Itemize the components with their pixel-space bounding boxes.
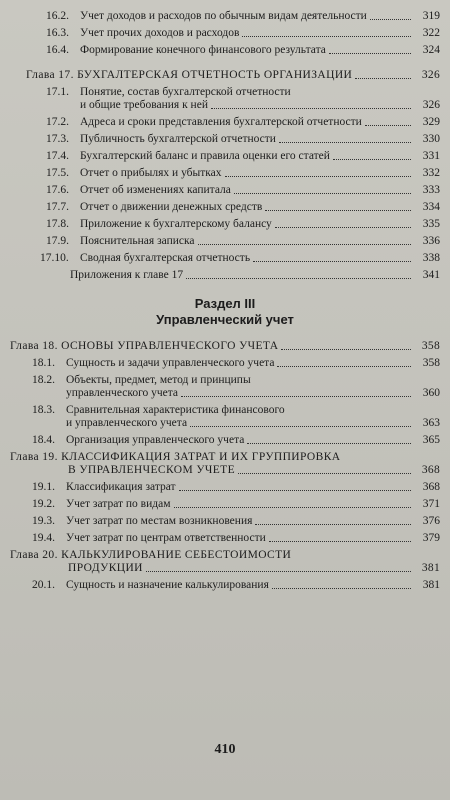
leader-dots (277, 366, 411, 367)
toc-entry (10, 167, 440, 180)
leader-dots (279, 142, 411, 143)
toc-entry (10, 10, 440, 23)
entry-number: 16.3. (46, 27, 69, 39)
toc-entry (10, 235, 440, 248)
toc-entry (10, 374, 440, 400)
entry-page: 358 (422, 357, 440, 369)
table-of-contents (10, 10, 440, 592)
entry-number: 17.7. (46, 201, 69, 213)
leader-dots (211, 108, 411, 109)
leader-dots (174, 507, 412, 508)
leader-dots (186, 278, 411, 279)
entry-page: 360 (422, 387, 440, 399)
entry-number: 19.4. (32, 532, 55, 544)
entry-page: 368 (422, 481, 440, 493)
section-title: Управленческий учет (156, 312, 294, 327)
chapter-title-continued: В УПРАВЛЕНЧЕСКОМ УЧЕТЕ (68, 464, 236, 476)
section-label: Раздел III (194, 296, 256, 311)
leader-dots (329, 53, 411, 54)
chapter-heading (10, 451, 440, 477)
chapter-page: 381 (421, 562, 440, 574)
chapter-title: Глава 18. ОСНОВЫ УПРАВЛЕНЧЕСКОГО УЧЕТА (10, 340, 279, 352)
entry-title: Учет прочих доходов и расходов (80, 27, 240, 39)
leader-dots (238, 473, 411, 474)
entry-page: 365 (422, 434, 440, 446)
leader-dots (255, 524, 411, 525)
entry-page: 319 (422, 10, 440, 22)
leader-dots (253, 261, 411, 262)
entry-number: 16.4. (46, 44, 69, 56)
entry-number: 17.4. (46, 150, 69, 162)
entry-number: 17.1. (46, 86, 69, 98)
entry-page: 371 (422, 498, 440, 510)
entry-title: Сущность и задачи управленческого учета (66, 357, 275, 369)
entry-title: Учет доходов и расходов по обычным видам деятельности (80, 10, 367, 22)
chapter-title: Глава 19. КЛАССИФИКАЦИЯ ЗАТРАТ И ИХ ГРУППИРОВКА (10, 451, 341, 463)
leader-dots (265, 210, 411, 211)
chapter-title-continued: ПРОДУКЦИИ (68, 562, 143, 574)
entry-title-continued: и управленческого учета (66, 417, 188, 429)
entry-page: 332 (422, 167, 440, 179)
chapter-heading (10, 69, 440, 82)
entry-title: Отчет о движении денежных средств (80, 201, 263, 213)
entry-title-continued: и общие требования к ней (80, 99, 208, 111)
page-number: 410 (214, 742, 236, 757)
leader-dots (181, 396, 411, 397)
entry-title: Публичность бухгалтерской отчетности (80, 133, 276, 145)
entry-title: Учет затрат по местам возникновения (66, 515, 253, 527)
entry-number: 19.3. (32, 515, 55, 527)
leader-dots (355, 78, 411, 79)
toc-entry (10, 404, 440, 430)
entry-page: 335 (422, 218, 440, 230)
entry-page: 338 (422, 252, 440, 264)
toc-entry (10, 269, 440, 282)
leader-dots (365, 125, 411, 126)
toc-entry (10, 86, 440, 112)
entry-page: 330 (422, 133, 440, 145)
chapter-title: Глава 17. БУХГАЛТЕРСКАЯ ОТЧЕТНОСТЬ ОРГАНИЗАЦИИ (26, 69, 353, 81)
chapter-page: 326 (421, 69, 440, 81)
toc-entry (10, 150, 440, 163)
entry-number: 20.1. (32, 579, 55, 591)
entry-title: Пояснительная записка (80, 235, 195, 247)
entry-page: 334 (422, 201, 440, 213)
entry-page: 331 (422, 150, 440, 162)
entry-page: 381 (422, 579, 440, 591)
entry-title: Учет затрат по видам (66, 498, 171, 510)
leader-dots (281, 349, 411, 350)
entry-page: 329 (422, 116, 440, 128)
entry-title: Классификация затрат (66, 481, 176, 493)
entry-page: 336 (422, 235, 440, 247)
entry-title: Отчет о прибылях и убытках (80, 167, 222, 179)
entry-title: Организация управленческого учета (66, 434, 245, 446)
entry-number: 18.2. (32, 374, 55, 386)
entry-title: Формирование конечного финансового результата (80, 44, 326, 56)
chapter-heading (10, 340, 440, 353)
toc-entry (10, 357, 440, 370)
entry-title: Бухгалтерский баланс и правила оценки его статей (80, 150, 330, 162)
entry-number: 18.3. (32, 404, 55, 416)
toc-entry (10, 116, 440, 129)
entry-page: 363 (422, 417, 440, 429)
leader-dots (272, 588, 411, 589)
entry-number: 18.4. (32, 434, 55, 446)
entry-page: 379 (422, 532, 440, 544)
toc-entry (10, 252, 440, 265)
entry-number: 17.5. (46, 167, 69, 179)
chapter-title: Глава 20. КАЛЬКУЛИРОВАНИЕ СЕБЕСТОИМОСТИ (10, 549, 292, 561)
entry-page: 333 (422, 184, 440, 196)
entry-number: 17.6. (46, 184, 69, 196)
entry-number: 17.10. (40, 252, 69, 264)
entry-title: Сравнительная характеристика финансового (66, 404, 285, 416)
leader-dots (370, 19, 411, 20)
entry-title: Отчет об изменениях капитала (80, 184, 231, 196)
section-heading (10, 296, 440, 328)
entry-number: 19.2. (32, 498, 55, 510)
entry-title: Адреса и сроки представления бухгалтерской отчетности (80, 116, 362, 128)
entry-title-continued: управленческого учета (66, 387, 179, 399)
toc-entry (10, 201, 440, 214)
toc-entry (10, 579, 440, 592)
toc-entry (10, 27, 440, 40)
entry-title: Понятие, состав бухгалтерской отчетности (80, 86, 291, 98)
toc-entry (10, 481, 440, 494)
leader-dots (275, 227, 411, 228)
leader-dots (179, 490, 411, 491)
leader-dots (247, 443, 411, 444)
toc-entry (10, 434, 440, 447)
entry-title: Объекты, предмет, метод и принципы (66, 374, 251, 386)
entry-page: 324 (422, 44, 440, 56)
chapter-heading (10, 549, 440, 575)
entry-title: Сводная бухгалтерская отчетность (80, 252, 251, 264)
toc-entry (10, 133, 440, 146)
entry-number: 16.2. (46, 10, 69, 22)
entry-title: Учет затрат по центрам ответственности (66, 532, 266, 544)
entry-page: 341 (422, 269, 440, 281)
entry-title: Приложение к бухгалтерскому балансу (80, 218, 272, 230)
entry-page: 376 (422, 515, 440, 527)
entry-number: 17.8. (46, 218, 69, 230)
leader-dots (269, 541, 411, 542)
leader-dots (242, 36, 411, 37)
entry-number: 17.3. (46, 133, 69, 145)
toc-entry (10, 498, 440, 511)
toc-entry (10, 44, 440, 57)
chapter-page: 358 (421, 340, 440, 352)
leader-dots (333, 159, 411, 160)
toc-entry (10, 532, 440, 545)
entry-number: 17.2. (46, 116, 69, 128)
leader-dots (146, 571, 411, 572)
leader-dots (198, 244, 411, 245)
entry-number: 19.1. (32, 481, 55, 493)
entry-title: Сущность и назначение калькулирования (66, 579, 269, 591)
entry-title: Приложения к главе 17 (70, 269, 184, 281)
entry-page: 322 (422, 27, 440, 39)
leader-dots (234, 193, 411, 194)
toc-entry (10, 515, 440, 528)
entry-number: 17.9. (46, 235, 69, 247)
entry-number: 18.1. (32, 357, 55, 369)
chapter-page: 368 (421, 464, 440, 476)
toc-entry (10, 218, 440, 231)
leader-dots (225, 176, 411, 177)
entry-page: 326 (422, 99, 440, 111)
leader-dots (190, 426, 411, 427)
toc-entry (10, 184, 440, 197)
